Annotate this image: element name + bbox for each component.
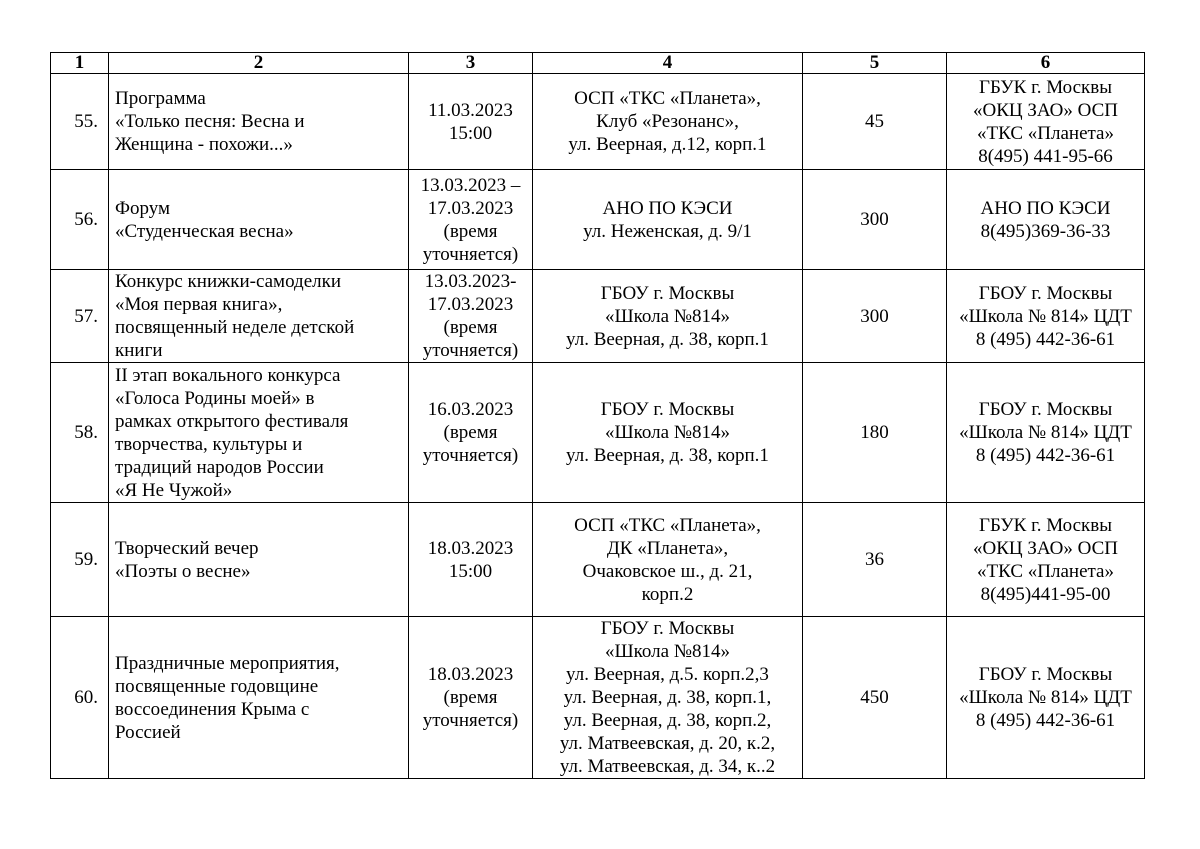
- event-place-cell: [533, 270, 803, 363]
- table-row: [51, 363, 1145, 503]
- row-number-cell: 60.: [51, 617, 109, 779]
- event-title-line: Конкурс книжки-самоделки: [115, 271, 342, 292]
- event-place-line: ОСП «ТКС «Планета»,: [574, 514, 761, 536]
- row-number-cell: 55.: [51, 74, 109, 170]
- event-title-cell: [109, 363, 409, 503]
- participant-count-cell: 36: [803, 503, 947, 617]
- participant-count-cell: 45: [803, 74, 947, 170]
- header-col-5: 5: [803, 53, 947, 74]
- organizer-cell: [947, 503, 1145, 617]
- organizer-line: 8 (495) 442-36-61: [975, 328, 1116, 350]
- participant-count-cell: 300: [803, 270, 947, 363]
- event-title-cell: [109, 503, 409, 617]
- event-title-line: посвященный неделе детской: [115, 317, 355, 338]
- organizer-cell: [947, 617, 1145, 779]
- document-page: [50, 52, 1144, 779]
- event-title-line: Праздничные мероприятия,: [115, 652, 340, 674]
- event-place-line: ул. Веерная, д.12, корп.1: [568, 134, 767, 155]
- organizer-cell: [947, 170, 1145, 270]
- header-row: [51, 53, 1145, 74]
- organizer-line: «ТКС «Планета»: [977, 560, 1114, 582]
- event-place-line: «Школа №814»: [605, 422, 730, 443]
- organizer-line: 8 (495) 442-36-61: [975, 445, 1116, 466]
- event-title-line: «Студенческая весна»: [115, 220, 294, 242]
- event-place-line: «Школа №814»: [605, 641, 730, 662]
- event-date-line: 15:00: [448, 560, 493, 582]
- organizer-line: ГБУК г. Москвы: [978, 76, 1113, 98]
- event-place-line: ул. Веерная, д. 38, корп.1,: [563, 687, 772, 708]
- event-place-cell: [533, 363, 803, 503]
- event-title-line: рамках открытого фестиваля: [115, 410, 349, 432]
- event-place-line: ГБОУ г. Москвы: [600, 399, 735, 420]
- event-title-line: Женщина - похожи...»: [115, 134, 293, 155]
- organizer-line: «Школа № 814» ЦДТ: [959, 422, 1132, 443]
- participant-count-cell: 180: [803, 363, 947, 503]
- event-place-line: ул. Матвеевская, д. 20, к.2,: [559, 733, 776, 754]
- organizer-cell: [947, 363, 1145, 503]
- event-title-cell: [109, 270, 409, 363]
- event-date-line: 11.03.2023: [428, 99, 513, 121]
- organizer-line: 8(495)369-36-33: [980, 220, 1111, 242]
- organizer-cell: [947, 74, 1145, 170]
- organizer-line: «ОКЦ ЗАО» ОСП: [973, 99, 1118, 121]
- organizer-line: ГБОУ г. Москвы: [978, 399, 1113, 420]
- event-place-line: ДК «Планета»,: [606, 537, 729, 559]
- event-place-line: АНО ПО КЭСИ: [602, 197, 733, 219]
- event-date-line: (время: [443, 687, 498, 708]
- event-title-line: Форум: [115, 197, 171, 219]
- event-title-line: воссоединения Крыма с: [115, 698, 310, 720]
- organizer-line: 8(495) 441-95-66: [978, 145, 1113, 167]
- participant-count-cell: 300: [803, 170, 947, 270]
- events-table: [50, 52, 1145, 779]
- event-date-line: (время: [443, 422, 498, 443]
- event-date-line: уточняется): [422, 445, 519, 466]
- event-place-line: ул. Веерная, д.5. корп.2,3: [566, 664, 769, 685]
- event-title-line: II этап вокального конкурса: [115, 364, 341, 386]
- event-title-line: «Поэты о весне»: [115, 560, 251, 582]
- table-row: [51, 503, 1145, 617]
- table-body: [51, 74, 1145, 779]
- event-date-line: 17.03.2023: [427, 294, 514, 315]
- organizer-line: «ТКС «Планета»: [977, 122, 1114, 144]
- event-date-cell: [409, 270, 533, 363]
- event-place-line: ГБОУ г. Москвы: [600, 282, 735, 304]
- event-place-line: «Школа №814»: [605, 305, 730, 327]
- event-date-cell: [409, 503, 533, 617]
- organizer-line: «ОКЦ ЗАО» ОСП: [973, 537, 1118, 559]
- event-place-cell: [533, 74, 803, 170]
- event-place-line: корп.2: [641, 583, 694, 605]
- header-col-6: 6: [947, 53, 1145, 74]
- event-place-line: Клуб «Резонанс»,: [596, 111, 739, 132]
- header-col-2: 2: [109, 53, 409, 74]
- event-place-line: ул. Веерная, д. 38, корп.1: [566, 328, 769, 350]
- event-title-line: традиций народов России: [115, 456, 324, 478]
- event-place-cell: [533, 617, 803, 779]
- event-title-line: Программа: [115, 88, 206, 109]
- event-title-line: Россией: [115, 721, 181, 743]
- row-number-cell: 56.: [51, 170, 109, 270]
- organizer-line: 8 (495) 442-36-61: [975, 710, 1116, 731]
- row-number-cell: 59.: [51, 503, 109, 617]
- event-title-cell: [109, 617, 409, 779]
- organizer-line: «Школа № 814» ЦДТ: [959, 687, 1132, 708]
- event-date-line: 15:00: [448, 122, 493, 144]
- organizer-line: АНО ПО КЭСИ: [980, 197, 1111, 219]
- event-title-line: «Я Не Чужой»: [115, 479, 233, 501]
- event-date-line: 16.03.2023: [427, 399, 514, 420]
- event-place-line: ОСП «ТКС «Планета»,: [574, 88, 761, 109]
- event-place-cell: [533, 170, 803, 270]
- header-col-4: 4: [533, 53, 803, 74]
- event-place-line: ул. Матвеевская, д. 34, к..2: [559, 756, 776, 777]
- event-place-line: ул. Неженская, д. 9/1: [583, 220, 752, 242]
- event-title-line: «Моя первая книга»,: [115, 294, 283, 315]
- event-place-line: Очаковское ш., д. 21,: [582, 560, 753, 582]
- event-date-line: (время: [443, 317, 498, 338]
- organizer-cell: [947, 270, 1145, 363]
- event-date-line: 18.03.2023: [427, 664, 514, 685]
- organizer-line: ГБУК г. Москвы: [978, 514, 1113, 536]
- event-title-cell: [109, 170, 409, 270]
- header-col-1: 1: [51, 53, 109, 74]
- organizer-line: ГБОУ г. Москвы: [978, 282, 1113, 304]
- table-row: [51, 617, 1145, 779]
- event-date-line: 17.03.2023: [427, 197, 514, 219]
- event-date-line: уточняется): [422, 340, 519, 361]
- event-date-line: 18.03.2023: [427, 537, 514, 559]
- event-place-line: ул. Веерная, д. 38, корп.2,: [563, 710, 772, 731]
- event-title-line: «Только песня: Весна и: [115, 111, 305, 132]
- event-date-cell: [409, 363, 533, 503]
- event-date-line: (время: [443, 220, 498, 242]
- event-date-cell: [409, 617, 533, 779]
- table-row: [51, 170, 1145, 270]
- event-date-cell: [409, 74, 533, 170]
- event-date-line: 13.03.2023 –: [420, 174, 521, 196]
- organizer-line: «Школа № 814» ЦДТ: [959, 305, 1132, 327]
- event-place-line: ГБОУ г. Москвы: [600, 618, 735, 639]
- participant-count-cell: 450: [803, 617, 947, 779]
- event-title-line: «Голоса Родины моей» в: [115, 387, 315, 409]
- event-title-line: Творческий вечер: [115, 537, 259, 559]
- event-date-line: уточняется): [422, 710, 519, 731]
- table-row: [51, 74, 1145, 170]
- event-place-line: ул. Веерная, д. 38, корп.1: [566, 445, 769, 466]
- organizer-line: ГБОУ г. Москвы: [978, 664, 1113, 685]
- event-place-cell: [533, 503, 803, 617]
- event-date-line: уточняется): [422, 243, 519, 265]
- event-title-line: книги: [115, 340, 163, 361]
- event-date-line: 13.03.2023-: [424, 271, 517, 292]
- table-row: [51, 270, 1145, 363]
- row-number-cell: 57.: [51, 270, 109, 363]
- row-number-cell: 58.: [51, 363, 109, 503]
- event-title-cell: [109, 74, 409, 170]
- event-title-line: творчества, культуры и: [115, 433, 303, 455]
- event-title-line: посвященные годовщине: [115, 675, 319, 697]
- organizer-line: 8(495)441-95-00: [980, 583, 1111, 605]
- header-col-3: 3: [409, 53, 533, 74]
- event-date-cell: [409, 170, 533, 270]
